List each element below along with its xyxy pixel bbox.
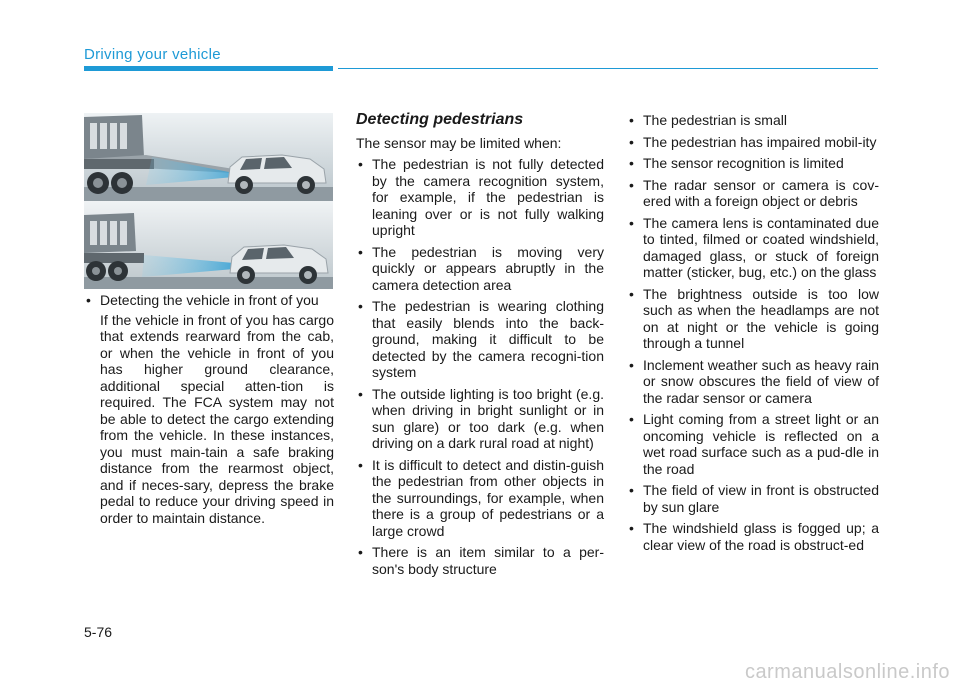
list-item: • The pedestrian has impaired mobil-ity — [627, 134, 879, 151]
left-bullet-list — [84, 292, 334, 309]
watermark: carmanualsonline.info — [744, 661, 950, 683]
list-item: • The outside lighting is too bright (e.g. when driving in bright sunlight or in sun glare) or too dark (e.g. when driving on a dark rural road at night) — [356, 386, 604, 452]
list-item: • The radar sensor or camera is cov-ered with a foreign object or debris — [627, 177, 879, 210]
list-item: • There is an item similar to a per-son's body structure — [356, 544, 604, 577]
right-column — [627, 112, 879, 558]
list-item: • The sensor recognition is limited — [627, 155, 879, 172]
header-rule-thick — [84, 66, 333, 71]
left-column — [84, 292, 334, 526]
list-item: • It is difficult to detect and distin-guish the pedestrian from other objects in the surroundings, for example, when there is a group of pedestrians or a large crowd — [356, 457, 604, 540]
truck-cargo-with-suv-sensor-icon — [84, 113, 333, 201]
list-item: • The pedestrian is not fully detected by the camera recognition system, for example, if the pedestrian is leaning over or is not fully walking upright — [356, 156, 604, 239]
cargo-warning-paragraph: If the vehicle in front of you has cargo that extends rearward from the cab, or when the vehicle in front of you has higher ground clearance, additional special atten-tion is required. The FCA system may not be able to detect the cargo extending from the vehicle. In these instances, you must main-tain a safe braking distance from the rearmost object, and if neces-sary, depress the brake pedal to reduce your driving speed in order to maintain distance. — [100, 311, 334, 526]
page-number: 5-76 — [84, 624, 113, 640]
intro-text: The sensor may be limited when: — [356, 134, 562, 151]
list-item: • The pedestrian is small — [627, 112, 879, 129]
section-title: Driving your vehicle — [84, 46, 221, 63]
pedestrian-limitations-list — [356, 156, 604, 577]
truck-cargo-sensor-detection-icon — [84, 201, 333, 289]
list-item: • The pedestrian is moving very quickly or appears abruptly in the camera detection area — [356, 244, 604, 294]
list-item: • The pedestrian is wearing clothing that easily blends into the back-ground, making it difficult to be detected by the camera recogni-tion system — [356, 298, 604, 381]
list-item: • The brightness outside is too low such as when the headlamps are not on at night or the vehicle is going through a tunnel — [627, 286, 879, 352]
middle-column — [356, 112, 604, 582]
list-item: • Detecting the vehicle in front of you — [84, 292, 334, 309]
header-rule-thin — [338, 68, 878, 69]
list-item: • The camera lens is contaminated due to tinted, filmed or coated windshield, damaged glass, or stuck of foreign matter (sticker, bug, etc.) on the glass — [627, 215, 879, 281]
list-item: • Inclement weather such as heavy rain or snow obscures the field of view of the radar sensor or camera — [627, 357, 879, 407]
list-item: • The windshield glass is fogged up; a clear view of the road is obstruct-ed — [627, 520, 879, 553]
list-item: • Light coming from a street light or an oncoming vehicle is reflected on a wet road surface such as a pud-dle in the road — [627, 411, 879, 477]
section-heading: Detecting pedestrians — [356, 111, 524, 128]
list-item: • The field of view in front is obstructed by sun glare — [627, 482, 879, 515]
sensor-limitations-list — [627, 112, 879, 553]
